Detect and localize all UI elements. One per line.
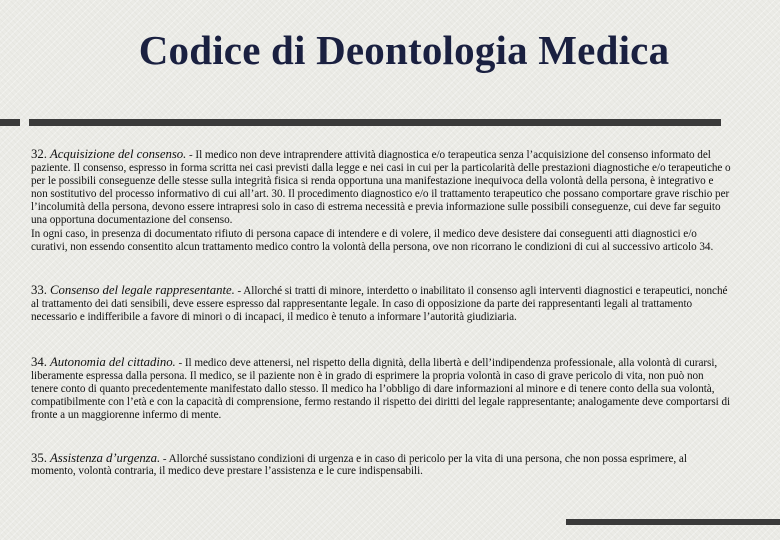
article-32 — [31, 148, 732, 254]
article-35 — [31, 452, 732, 479]
article-35-text: Allorché sussistano condizioni di urgenza e in caso di pericolo per la vita di una persona, che non possa esprimere, al momento, volontà contraria, il medico deve prestare l’assistenza e le cure indispensabili. — [31, 452, 687, 478]
slide-title: Codice di Deontologia Medica — [138, 27, 670, 73]
article-35-number: 35. — [31, 450, 47, 465]
article-34 — [31, 356, 732, 422]
article-34-heading: Autonomia del cittadino. — [50, 354, 176, 369]
article-33-heading: Consenso del legale rappresentante. — [50, 283, 235, 298]
left-accent-bar — [0, 119, 20, 126]
article-35-paragraph — [31, 452, 732, 479]
article-33 — [31, 284, 732, 324]
article-33-number: 33. — [31, 283, 47, 298]
article-33-separator: - — [237, 285, 242, 298]
article-34-separator: - — [178, 356, 183, 369]
article-32-number: 32. — [31, 147, 47, 161]
article-35-heading: Assistenza d’urgenza. — [50, 450, 161, 465]
articles-list — [31, 148, 732, 478]
title-underline-rule — [29, 119, 721, 126]
footer-rule — [566, 519, 780, 525]
article-34-paragraph — [31, 356, 732, 422]
article-32-paragraph — [31, 148, 732, 226]
article-34-text: Il medico deve attenersi, nel rispetto della dignità, della libertà e dell’indipendenza professionale, alla volontà di curarsi, liberamente espressa dalla persona. Il medico, se il paziente non è in grado di esprimere la propria volontà in caso di grave pericolo di vita, non può non tenere conto di quanto precedentemente manifestato dallo stesso. Il medico ha l’obbligo di dare informazioni al minore e di tenere conto della sua volontà, compatibilmente con l’età e con la capacità di comprensione, fermo restando il rispetto dei diritti del legale rappresentante; analogamente deve comportarsi di fronte a un maggiorenne infermo di mente. — [31, 356, 731, 421]
article-32-heading: Acquisizione del consenso. — [50, 147, 187, 161]
article-32-separator: - — [189, 149, 193, 161]
article-33-paragraph — [31, 284, 732, 324]
article-34-number: 34. — [31, 354, 47, 369]
article-32-text-2: In ogni caso, in presenza di documentato rifiuto di persona capace di intendere e di volere, il medico deve desistere dai conseguenti atti diagnostici e/o curativi, non essendo consentito alcun trattamento medico contro la volontà della persona, ove non ricorrano le condizioni di cui al successivo articolo 34. — [31, 228, 714, 254]
article-35-separator: - — [162, 452, 167, 465]
article-32-text: Il medico non deve intraprendere attività diagnostica e/o terapeutica senza l’acquisizione del consenso informato del paziente. Il consenso, espresso in forma scritta nei casi previsti dalla legge e nei casi in cui per la particolarità delle prestazioni diagnostiche e/o terapeutiche o per le possibili conseguenze delle stesse sulla integrità fisica si renda opportuna una manifestazione inequivoca della volontà della persona, è integrativo e non sostitutivo del processo informativo di cui all’art. 30. Il procedimento diagnostico e/o il trattamento terapeutico che possano comportare grave rischio per l’incolumità della persona, devono essere intrapresi solo in caso di estrema necessità e previa informazione sulle possibili conseguenze, cui deve far seguito una opportuna documentazione del consenso. — [31, 149, 731, 226]
article-33-text: Allorché si tratti di minore, interdetto o inabilitato il consenso agli interventi diagnostici e terapeutici, nonché al trattamento dei dati sensibili, deve essere espresso dal rappresentante legale. In caso di opposizione da parte dei rappresentanti legali al trattamento necessario e indifferibile a favore di minori o di incapaci, il medico è tenuto a informare l’autorità giudiziaria. — [31, 285, 728, 324]
